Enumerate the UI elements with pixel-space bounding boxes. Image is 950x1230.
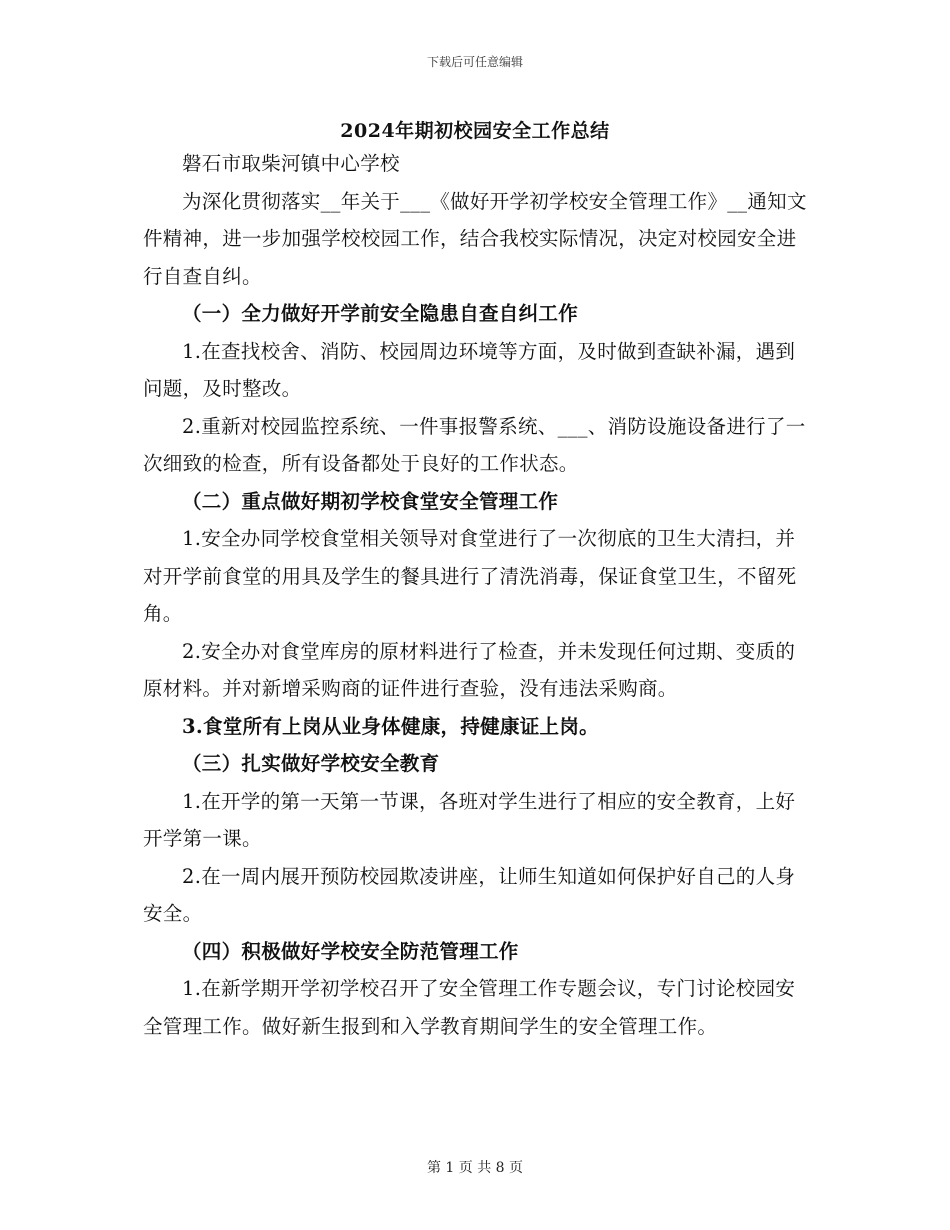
section-2-item-1: 1.安全办同学校食堂相关领导对食堂进行了一次彻底的卫生大清扫，并对开学前食堂的用具及学生的餐具进行了清洗消毒，保证食堂卫生，不留死角。 [143,527,797,625]
section-2-heading: （二）重点做好期初学校食堂安全管理工作 [182,489,559,513]
header-note: 下载后可任意编辑 [426,55,523,69]
intro-paragraph: 为深化贯彻落实__年关于___《做好开学初学校安全管理工作》__通知文件精神，进一步加强学校校园工作，结合我校实际情况，决定对校园安全进行自查自纠。 [143,189,807,288]
document-title: 2024年期初校园安全工作总结 [340,120,610,142]
document-body [143,145,811,1045]
section-2-item-3: 3.食堂所有上岗从业身体健康，持健康证上岗。 [182,714,599,738]
section-4-item-1: 1.在新学期开学初学校召开了安全管理工作专题会议，专门讨论校园安全管理工作。做好新生报到和入学教育期间学生的安全管理工作。 [143,977,796,1038]
section-3-item-2: 2.在一周内展开预防校园欺凌讲座，让师生知道如何保护好自己的人身安全。 [143,864,796,925]
section-3-item-1: 1.在开学的第一天第一节课，各班对学生进行了相应的安全教育，上好开学第一课。 [143,789,796,850]
section-4-heading: （四）积极做好学校安全防范管理工作 [182,939,519,963]
page-number: 第 1 页 共 8 页 [426,1160,524,1176]
section-1-item-2: 2.重新对校园监控系统、一件事报警系统、___、消防设施设备进行了一次细致的检查，所有设备都处于良好的工作状态。 [143,414,806,475]
section-2-item-2: 2.安全办对食堂库房的原材料进行了检查，并未发现任何过期、变质的原材料。并对新增采购商的证件进行查验，没有违法采购商。 [143,639,796,700]
school-name: 磐石市取柴河镇中心学校 [182,152,400,175]
section-1-heading: （一）全力做好开学前安全隐患自查自纠工作 [182,302,579,325]
section-1-item-1: 1.在查找校舍、消防、校园周边环境等方面，及时做到查缺补漏，遇到问题，及时整改。 [143,339,796,400]
section-3-heading: （三）扎实做好学校安全教育 [182,752,440,775]
